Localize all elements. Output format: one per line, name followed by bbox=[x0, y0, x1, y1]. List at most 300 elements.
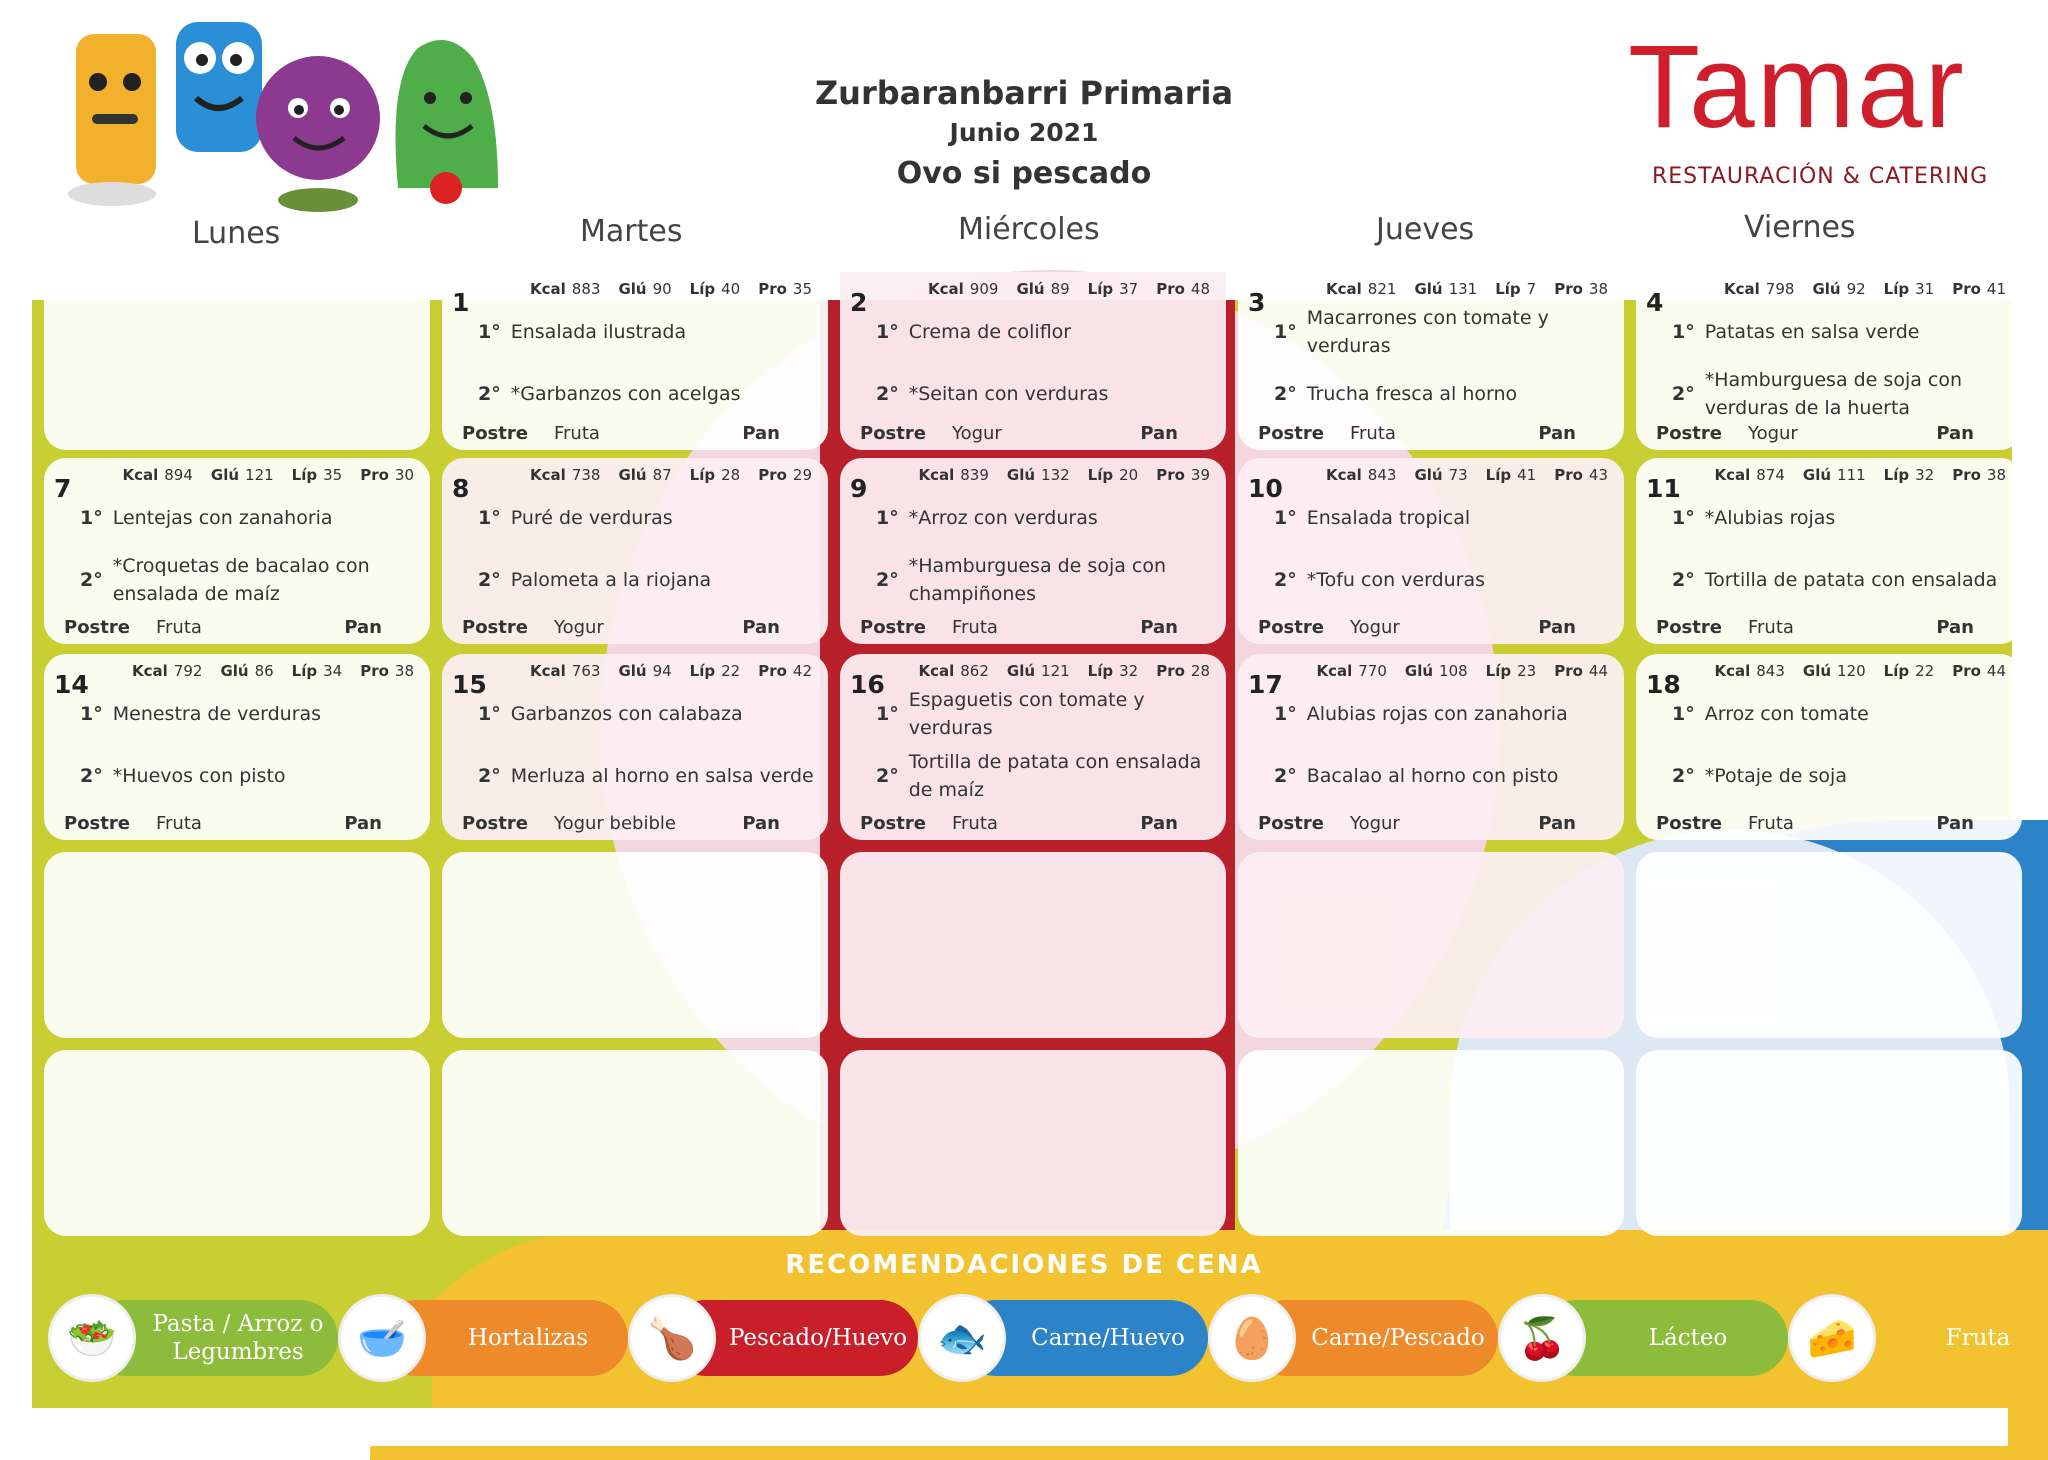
second-course bbox=[80, 744, 416, 808]
nutrition-label-pro: Pro bbox=[1156, 280, 1185, 298]
empty-cell bbox=[1636, 1050, 2022, 1236]
recommendation-pill: Carne/Pescado bbox=[1248, 1300, 1498, 1376]
second-course-dish: Merluza al horno en salsa verde bbox=[510, 765, 814, 787]
nutrition-label-kcal: Kcal bbox=[1326, 466, 1362, 484]
nutrition-label-kcal: Kcal bbox=[918, 466, 955, 484]
nutrition-value-lip: 32 bbox=[1119, 662, 1139, 680]
brand-subtitle: RESTAURACIÓN & CATERING bbox=[1652, 164, 1989, 189]
food-icon: 🍗 bbox=[628, 1294, 716, 1382]
course-ordinal: 1° bbox=[478, 321, 501, 343]
nutrition-value-kcal: 843 bbox=[1756, 662, 1785, 680]
nutrition-label-pro: Pro bbox=[1952, 466, 1981, 484]
dayname-viernes: Viernes bbox=[1744, 210, 1856, 245]
first-course-dish: Espaguetis con tomate y verduras bbox=[908, 689, 1145, 739]
first-course-dish: Arroz con tomate bbox=[1704, 703, 1869, 725]
course-ordinal: 1° bbox=[1672, 321, 1695, 343]
second-course bbox=[478, 548, 814, 612]
dessert-value: Yogur bebible bbox=[553, 813, 676, 834]
bread-label: Pan bbox=[742, 617, 780, 638]
nutrition-value-lip: 22 bbox=[1915, 662, 1935, 680]
nutrition-value-glu: 73 bbox=[1448, 466, 1468, 484]
nutrition-label-pro: Pro bbox=[1156, 466, 1185, 484]
nutrition-label-lip: Líp bbox=[291, 662, 318, 680]
nutrition-label-glu: Glú bbox=[1414, 466, 1443, 484]
first-course bbox=[1672, 692, 2008, 736]
nutrition-info bbox=[918, 662, 1210, 680]
nutrition-info bbox=[132, 662, 414, 680]
first-course bbox=[1274, 307, 1610, 357]
nutrition-value-pro: 48 bbox=[1190, 280, 1210, 298]
nutrition-label-kcal: Kcal bbox=[530, 280, 566, 298]
bread-label: Pan bbox=[1140, 813, 1178, 834]
course-ordinal: 1° bbox=[478, 507, 501, 529]
nutrition-value-lip: 31 bbox=[1915, 280, 1935, 298]
first-course-dish: Ensalada tropical bbox=[1306, 507, 1471, 529]
bread-label: Pan bbox=[742, 813, 780, 834]
bread-label: Pan bbox=[1140, 617, 1178, 638]
nutrition-value-kcal: 792 bbox=[173, 662, 203, 680]
first-course bbox=[478, 496, 814, 540]
nutrition-value-kcal: 909 bbox=[969, 280, 999, 298]
month-title: Junio 2021 bbox=[949, 118, 1099, 147]
recommendation-pill: Fruta bbox=[1828, 1300, 2048, 1376]
footer-strip bbox=[32, 1408, 2008, 1446]
course-ordinal: 1° bbox=[478, 703, 501, 725]
dayname-lunes: Lunes bbox=[192, 216, 281, 251]
dessert-value: Fruta bbox=[951, 813, 998, 834]
nutrition-label-glu: Glú bbox=[210, 466, 240, 484]
first-course bbox=[80, 692, 416, 736]
first-course bbox=[80, 496, 416, 540]
food-icon: 🥚 bbox=[1208, 1294, 1296, 1382]
course-ordinal: 2° bbox=[1672, 383, 1695, 405]
nutrition-label-glu: Glú bbox=[220, 662, 249, 680]
nutrition-value-glu: 121 bbox=[1041, 662, 1070, 680]
first-course-dish: Crema de coliflor bbox=[908, 321, 1072, 343]
dessert bbox=[64, 617, 202, 638]
day-number: 17 bbox=[1248, 670, 1283, 699]
nutrition-value-pro: 38 bbox=[1588, 280, 1608, 298]
dessert bbox=[860, 617, 998, 638]
nutrition-info bbox=[1724, 280, 2006, 298]
day-number: 7 bbox=[54, 474, 72, 503]
dessert-label: Postre bbox=[1656, 617, 1722, 638]
nutrition-value-pro: 42 bbox=[792, 662, 812, 680]
course-ordinal: 1° bbox=[1672, 703, 1695, 725]
course-ordinal: 1° bbox=[80, 507, 103, 529]
menu-day-cell bbox=[442, 654, 828, 840]
second-course-dish: *Hamburguesa de soja con champiñones bbox=[908, 555, 1167, 605]
second-course-dish: *Croquetas de bacalao con ensalada de maíz bbox=[112, 555, 370, 605]
nutrition-label-glu: Glú bbox=[1812, 280, 1841, 298]
nutrition-label-pro: Pro bbox=[360, 466, 389, 484]
nutrition-value-glu: 108 bbox=[1439, 662, 1468, 680]
nutrition-value-pro: 44 bbox=[1588, 662, 1608, 680]
nutrition-value-lip: 32 bbox=[1915, 466, 1935, 484]
nutrition-value-glu: 132 bbox=[1041, 466, 1070, 484]
dayname-martes: Martes bbox=[580, 214, 683, 249]
nutrition-label-lip: Líp bbox=[689, 466, 716, 484]
empty-cell bbox=[442, 1050, 828, 1236]
day-number: 3 bbox=[1248, 288, 1266, 317]
course-ordinal: 2° bbox=[1274, 569, 1297, 591]
dessert-label: Postre bbox=[462, 813, 528, 834]
nutrition-value-kcal: 821 bbox=[1367, 280, 1397, 298]
nutrition-label-glu: Glú bbox=[1006, 662, 1036, 680]
dessert bbox=[462, 617, 604, 638]
course-ordinal: 2° bbox=[1672, 569, 1695, 591]
first-course-dish: Menestra de verduras bbox=[112, 703, 322, 725]
nutrition-value-lip: 22 bbox=[721, 662, 741, 680]
dessert bbox=[462, 813, 676, 834]
menu-day-cell bbox=[840, 458, 1226, 644]
first-course bbox=[1274, 496, 1610, 540]
nutrition-value-pro: 43 bbox=[1588, 466, 1608, 484]
dessert bbox=[64, 813, 202, 834]
dessert bbox=[860, 813, 998, 834]
nutrition-info bbox=[1326, 466, 1608, 484]
second-course bbox=[1274, 548, 1610, 612]
nutrition-label-glu: Glú bbox=[1006, 466, 1036, 484]
nutrition-label-lip: Líp bbox=[1087, 466, 1114, 484]
nutrition-label-lip: Líp bbox=[1485, 466, 1512, 484]
nutrition-label-pro: Pro bbox=[1952, 280, 1981, 298]
school-title: Zurbaranbarri Primaria bbox=[814, 74, 1234, 112]
second-course bbox=[1672, 548, 2008, 612]
empty-cell bbox=[1238, 1050, 1624, 1236]
second-course bbox=[1274, 362, 1610, 426]
nutrition-value-glu: 120 bbox=[1837, 662, 1866, 680]
course-ordinal: 1° bbox=[876, 703, 899, 725]
brand-logo: Tamar bbox=[1628, 21, 1966, 153]
second-course-dish: *Huevos con pisto bbox=[112, 765, 286, 787]
nutrition-value-pro: 44 bbox=[1986, 662, 2006, 680]
nutrition-value-lip: 35 bbox=[323, 466, 343, 484]
nutrition-info bbox=[1316, 662, 1608, 680]
second-course-dish: *Garbanzos con acelgas bbox=[510, 383, 741, 405]
dayname-jueves: Jueves bbox=[1376, 212, 1475, 247]
dayname-miercoles: Miércoles bbox=[958, 212, 1100, 247]
course-ordinal: 1° bbox=[876, 507, 899, 529]
nutrition-label-lip: Líp bbox=[1485, 662, 1512, 680]
nutrition-value-pro: 30 bbox=[394, 466, 414, 484]
nutrition-info bbox=[1714, 466, 2006, 484]
nutrition-label-glu: Glú bbox=[1016, 280, 1045, 298]
nutrition-value-lip: 40 bbox=[721, 280, 741, 298]
dessert-label: Postre bbox=[462, 617, 528, 638]
nutrition-label-kcal: Kcal bbox=[530, 662, 566, 680]
nutrition-info bbox=[530, 466, 812, 484]
day-number: 16 bbox=[850, 670, 885, 699]
nutrition-label-pro: Pro bbox=[758, 280, 787, 298]
nutrition-label-kcal: Kcal bbox=[928, 280, 964, 298]
menu-type-title: Ovo si pescado bbox=[896, 156, 1152, 191]
nutrition-value-kcal: 894 bbox=[164, 466, 193, 484]
nutrition-label-pro: Pro bbox=[360, 662, 389, 680]
nutrition-value-glu: 111 bbox=[1837, 466, 1866, 484]
dessert bbox=[462, 423, 600, 444]
course-ordinal: 1° bbox=[876, 321, 899, 343]
menu-day-cell bbox=[442, 272, 828, 450]
nutrition-label-glu: Glú bbox=[618, 662, 647, 680]
nutrition-label-kcal: Kcal bbox=[132, 662, 168, 680]
nutrition-label-lip: Líp bbox=[1087, 662, 1114, 680]
day-number: 4 bbox=[1646, 288, 1664, 317]
dessert-label: Postre bbox=[64, 813, 130, 834]
nutrition-label-lip: Líp bbox=[1495, 280, 1521, 298]
food-icon: 🍒 bbox=[1498, 1294, 1586, 1382]
day-number: 1 bbox=[452, 288, 470, 317]
nutrition-label-lip: Líp bbox=[1087, 280, 1114, 298]
bread-label: Pan bbox=[742, 423, 780, 444]
nutrition-value-lip: 34 bbox=[323, 662, 343, 680]
dessert-value: Fruta bbox=[553, 423, 600, 444]
empty-cell bbox=[44, 1050, 430, 1236]
nutrition-value-lip: 23 bbox=[1517, 662, 1537, 680]
dessert-label: Postre bbox=[1258, 617, 1324, 638]
second-course bbox=[1672, 362, 2008, 426]
second-course-dish: Palometa a la riojana bbox=[510, 569, 712, 591]
second-course bbox=[1672, 744, 2008, 808]
day-number: 8 bbox=[452, 474, 470, 503]
dessert-value: Yogur bbox=[951, 423, 1002, 444]
second-course-dish: Tortilla de patata con ensalada bbox=[1704, 569, 1998, 591]
course-ordinal: 2° bbox=[80, 765, 103, 787]
recommendation-pill: Carne/Huevo bbox=[958, 1300, 1208, 1376]
course-ordinal: 2° bbox=[1274, 383, 1297, 405]
course-ordinal: 2° bbox=[478, 383, 501, 405]
food-icon: 🧀 bbox=[1788, 1294, 1876, 1382]
recommendation-pill: Pasta / Arroz o Legumbres bbox=[88, 1300, 338, 1376]
empty-cell bbox=[1636, 852, 2022, 1038]
recommendation-pill: Lácteo bbox=[1538, 1300, 1788, 1376]
bread-label: Pan bbox=[1936, 423, 1974, 444]
first-course bbox=[876, 310, 1212, 354]
nutrition-label-glu: Glú bbox=[618, 466, 647, 484]
nutrition-value-glu: 87 bbox=[652, 466, 672, 484]
course-ordinal: 1° bbox=[1274, 321, 1297, 343]
first-course-dish: *Alubias rojas bbox=[1704, 507, 1836, 529]
first-course bbox=[478, 692, 814, 736]
first-course bbox=[876, 496, 1212, 540]
dessert-value: Yogur bbox=[1747, 423, 1798, 444]
bread-label: Pan bbox=[1538, 617, 1576, 638]
food-icon: 🐟 bbox=[918, 1294, 1006, 1382]
nutrition-value-glu: 131 bbox=[1448, 280, 1478, 298]
nutrition-label-glu: Glú bbox=[1404, 662, 1434, 680]
nutrition-label-glu: Glú bbox=[1802, 466, 1832, 484]
nutrition-value-pro: 38 bbox=[1986, 466, 2006, 484]
bread-label: Pan bbox=[344, 617, 382, 638]
empty-cell bbox=[442, 852, 828, 1038]
dessert-label: Postre bbox=[462, 423, 528, 444]
dessert-value: Fruta bbox=[1747, 813, 1794, 834]
bread-label: Pan bbox=[1538, 813, 1576, 834]
dessert-label: Postre bbox=[1258, 423, 1324, 444]
nutrition-value-glu: 90 bbox=[652, 280, 672, 298]
nutrition-label-kcal: Kcal bbox=[1714, 466, 1751, 484]
course-ordinal: 2° bbox=[478, 569, 501, 591]
dessert-label: Postre bbox=[860, 617, 926, 638]
dessert bbox=[1258, 617, 1400, 638]
nutrition-value-lip: 7 bbox=[1526, 280, 1537, 298]
bread-label: Pan bbox=[1538, 423, 1576, 444]
menu-day-cell bbox=[44, 458, 430, 644]
nutrition-value-kcal: 862 bbox=[960, 662, 989, 680]
course-ordinal: 2° bbox=[478, 765, 501, 787]
nutrition-label-glu: Glú bbox=[618, 280, 647, 298]
menu-day-cell bbox=[1636, 654, 2022, 840]
day-number: 11 bbox=[1646, 474, 1681, 503]
first-course bbox=[1274, 692, 1610, 736]
nutrition-info bbox=[530, 662, 812, 680]
day-number: 18 bbox=[1646, 670, 1681, 699]
nutrition-label-kcal: Kcal bbox=[1316, 662, 1353, 680]
dessert bbox=[860, 423, 1002, 444]
second-course bbox=[876, 548, 1212, 612]
nutrition-value-glu: 94 bbox=[652, 662, 672, 680]
nutrition-value-lip: 41 bbox=[1517, 466, 1537, 484]
nutrition-value-glu: 121 bbox=[245, 466, 274, 484]
dessert bbox=[1656, 617, 1794, 638]
nutrition-value-kcal: 770 bbox=[1358, 662, 1387, 680]
nutrition-label-lip: Líp bbox=[1883, 280, 1910, 298]
food-icon: 🥣 bbox=[338, 1294, 426, 1382]
day-number: 10 bbox=[1248, 474, 1283, 503]
menu-day-cell bbox=[1636, 272, 2022, 450]
dessert-value: Yogur bbox=[1349, 617, 1400, 638]
recommendation-pill: Pescado/Huevo bbox=[668, 1300, 918, 1376]
empty-cell bbox=[44, 852, 430, 1038]
day-number: 15 bbox=[452, 670, 487, 699]
dessert-label: Postre bbox=[860, 813, 926, 834]
second-course-dish: Bacalao al horno con pisto bbox=[1306, 765, 1559, 787]
second-course-dish: *Tofu con verduras bbox=[1306, 569, 1486, 591]
course-ordinal: 1° bbox=[1274, 703, 1297, 725]
course-ordinal: 2° bbox=[1274, 765, 1297, 787]
empty-cell bbox=[840, 1050, 1226, 1236]
menu-day-cell bbox=[840, 654, 1226, 840]
nutrition-info bbox=[928, 280, 1210, 298]
nutrition-value-kcal: 839 bbox=[960, 466, 989, 484]
bread-label: Pan bbox=[344, 813, 382, 834]
nutrition-value-pro: 28 bbox=[1190, 662, 1210, 680]
nutrition-label-pro: Pro bbox=[1554, 466, 1583, 484]
menu-day-cell bbox=[1636, 458, 2022, 644]
second-course-dish: *Seitan con verduras bbox=[908, 383, 1109, 405]
menu-day-cell bbox=[840, 272, 1226, 450]
nutrition-value-lip: 28 bbox=[721, 466, 741, 484]
second-course bbox=[478, 362, 814, 426]
nutrition-label-kcal: Kcal bbox=[1714, 662, 1751, 680]
food-icon: 🥗 bbox=[48, 1294, 136, 1382]
second-course-dish: *Hamburguesa de soja con verduras de la huerta bbox=[1704, 369, 1963, 419]
nutrition-value-pro: 39 bbox=[1190, 466, 1210, 484]
dessert-label: Postre bbox=[860, 423, 926, 444]
menu-day-cell bbox=[44, 654, 430, 840]
dessert-value: Yogur bbox=[1349, 813, 1400, 834]
nutrition-label-pro: Pro bbox=[1554, 280, 1583, 298]
nutrition-label-glu: Glú bbox=[1802, 662, 1832, 680]
dessert-value: Yogur bbox=[553, 617, 604, 638]
nutrition-label-lip: Líp bbox=[689, 280, 716, 298]
nutrition-value-kcal: 763 bbox=[571, 662, 601, 680]
dessert-value: Fruta bbox=[155, 813, 202, 834]
nutrition-value-kcal: 843 bbox=[1367, 466, 1397, 484]
recommendation-pill: Hortalizas bbox=[378, 1300, 628, 1376]
menu-day-cell bbox=[1238, 654, 1624, 840]
nutrition-info bbox=[1714, 662, 2006, 680]
dessert bbox=[1258, 813, 1400, 834]
course-ordinal: 2° bbox=[876, 569, 899, 591]
nutrition-info bbox=[1326, 280, 1608, 298]
nutrition-value-glu: 86 bbox=[254, 662, 274, 680]
first-course-dish: Macarrones con tomate y verduras bbox=[1306, 307, 1549, 357]
nutrition-info bbox=[122, 466, 414, 484]
menu-day-cell bbox=[1238, 458, 1624, 644]
nutrition-value-pro: 41 bbox=[1986, 280, 2006, 298]
dessert-value: Fruta bbox=[1747, 617, 1794, 638]
nutrition-value-lip: 20 bbox=[1119, 466, 1139, 484]
menu-day-cell bbox=[1238, 272, 1624, 450]
first-course-dish: *Arroz con verduras bbox=[908, 507, 1098, 529]
nutrition-value-kcal: 798 bbox=[1765, 280, 1795, 298]
first-course-dish: Ensalada ilustrada bbox=[510, 321, 687, 343]
course-ordinal: 2° bbox=[1672, 765, 1695, 787]
dessert-value: Fruta bbox=[1349, 423, 1396, 444]
dessert-label: Postre bbox=[1258, 813, 1324, 834]
dessert bbox=[1258, 423, 1396, 444]
nutrition-label-pro: Pro bbox=[1156, 662, 1185, 680]
dessert-label: Postre bbox=[1656, 423, 1722, 444]
second-course bbox=[876, 744, 1212, 808]
bread-label: Pan bbox=[1936, 617, 1974, 638]
menu-day-cell bbox=[442, 458, 828, 644]
nutrition-label-kcal: Kcal bbox=[530, 466, 566, 484]
nutrition-label-lip: Líp bbox=[291, 466, 318, 484]
nutrition-label-pro: Pro bbox=[1952, 662, 1981, 680]
first-course-dish: Patatas en salsa verde bbox=[1704, 321, 1920, 343]
nutrition-value-glu: 89 bbox=[1050, 280, 1070, 298]
dessert bbox=[1656, 423, 1798, 444]
second-course bbox=[1274, 744, 1610, 808]
first-course-dish: Garbanzos con calabaza bbox=[510, 703, 743, 725]
first-course-dish: Lentejas con zanahoria bbox=[112, 507, 333, 529]
nutrition-value-pro: 35 bbox=[792, 280, 812, 298]
nutrition-value-kcal: 874 bbox=[1756, 466, 1785, 484]
course-ordinal: 2° bbox=[876, 383, 899, 405]
recommendations-title: RECOMENDACIONES DE CENA bbox=[785, 1250, 1263, 1280]
nutrition-value-pro: 29 bbox=[792, 466, 812, 484]
first-course bbox=[478, 310, 814, 354]
day-number: 9 bbox=[850, 474, 868, 503]
nutrition-label-pro: Pro bbox=[758, 466, 787, 484]
first-course-dish: Alubias rojas con zanahoria bbox=[1306, 703, 1568, 725]
nutrition-label-lip: Líp bbox=[1883, 662, 1910, 680]
nutrition-value-glu: 92 bbox=[1846, 280, 1866, 298]
nutrition-label-glu: Glú bbox=[1414, 280, 1443, 298]
day-number: 2 bbox=[850, 288, 868, 317]
course-ordinal: 1° bbox=[80, 703, 103, 725]
nutrition-value-kcal: 738 bbox=[571, 466, 601, 484]
first-course bbox=[1672, 310, 2008, 354]
dessert-value: Fruta bbox=[951, 617, 998, 638]
course-ordinal: 1° bbox=[1274, 507, 1297, 529]
nutrition-label-lip: Líp bbox=[689, 662, 716, 680]
empty-cell bbox=[840, 852, 1226, 1038]
first-course-dish: Puré de verduras bbox=[510, 507, 673, 529]
second-course-dish: *Potaje de soja bbox=[1704, 765, 1847, 787]
